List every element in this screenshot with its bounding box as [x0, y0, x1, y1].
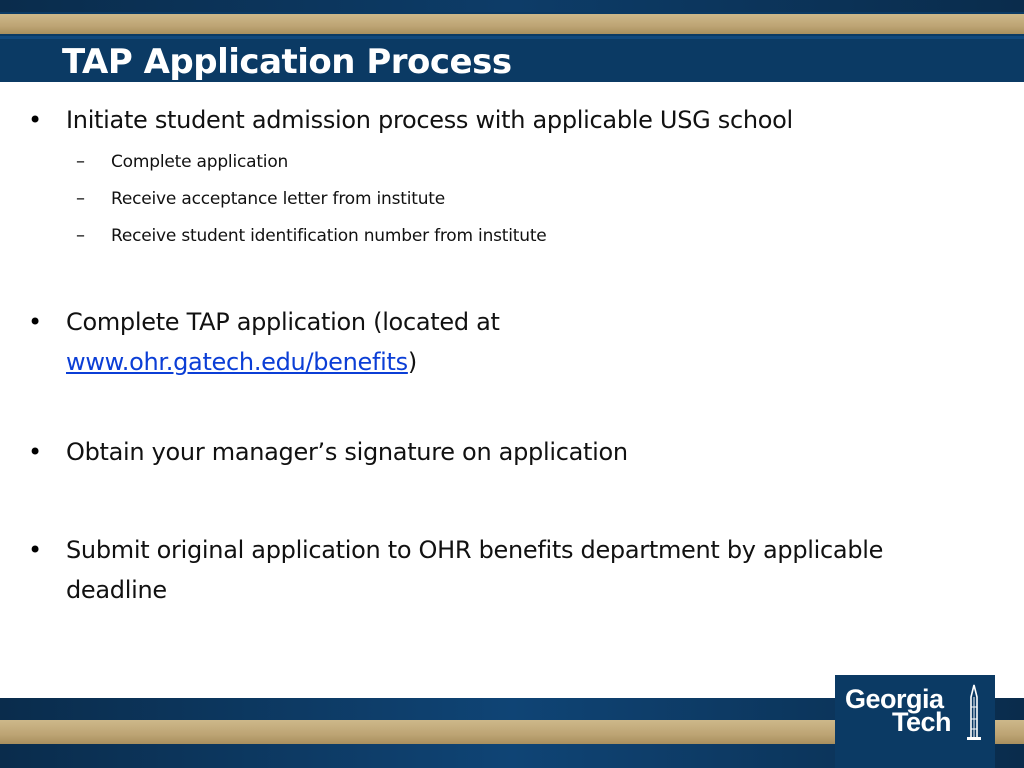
- logo-line-tech: Tech: [892, 707, 952, 737]
- bullet-marker: •: [28, 308, 43, 336]
- bullet-text-part: Complete TAP application (located at: [66, 308, 500, 336]
- slide-title: TAP Application Process: [62, 42, 512, 82]
- sub-bullet-text: Receive acceptance letter from institute: [111, 189, 446, 209]
- georgia-tech-logo: [835, 675, 995, 768]
- tech-tower-icon: [959, 683, 989, 743]
- bullet-marker: •: [28, 438, 43, 466]
- bullet-text: Submit original application to OHR benefits department by applicable deadline: [66, 536, 884, 604]
- top-stripe-navy: [0, 0, 1024, 12]
- sub-bullet-marker: –: [76, 151, 85, 172]
- bullet-text: Obtain your manager’s signature on application: [66, 438, 628, 466]
- sub-bullet-marker: –: [76, 188, 85, 209]
- sub-bullet-text: Receive student identification number from institute: [111, 226, 547, 246]
- bullet-text: [66, 302, 966, 382]
- benefits-link[interactable]: www.ohr.gatech.edu/benefits: [66, 348, 408, 376]
- top-stripe-line: [0, 36, 1024, 39]
- bullet-text-part: ): [407, 348, 417, 376]
- sub-bullet-marker: –: [76, 225, 85, 246]
- bullet-text: Initiate student admission process with applicable USG school: [66, 106, 793, 134]
- logo-line-georgia: Georgia: [845, 684, 944, 714]
- bullet-marker: •: [28, 106, 43, 134]
- bullet-marker: •: [28, 536, 43, 564]
- sub-bullet-text: Complete application: [111, 152, 289, 172]
- top-stripe-gold: [0, 14, 1024, 34]
- logo-wordmark: [845, 684, 952, 737]
